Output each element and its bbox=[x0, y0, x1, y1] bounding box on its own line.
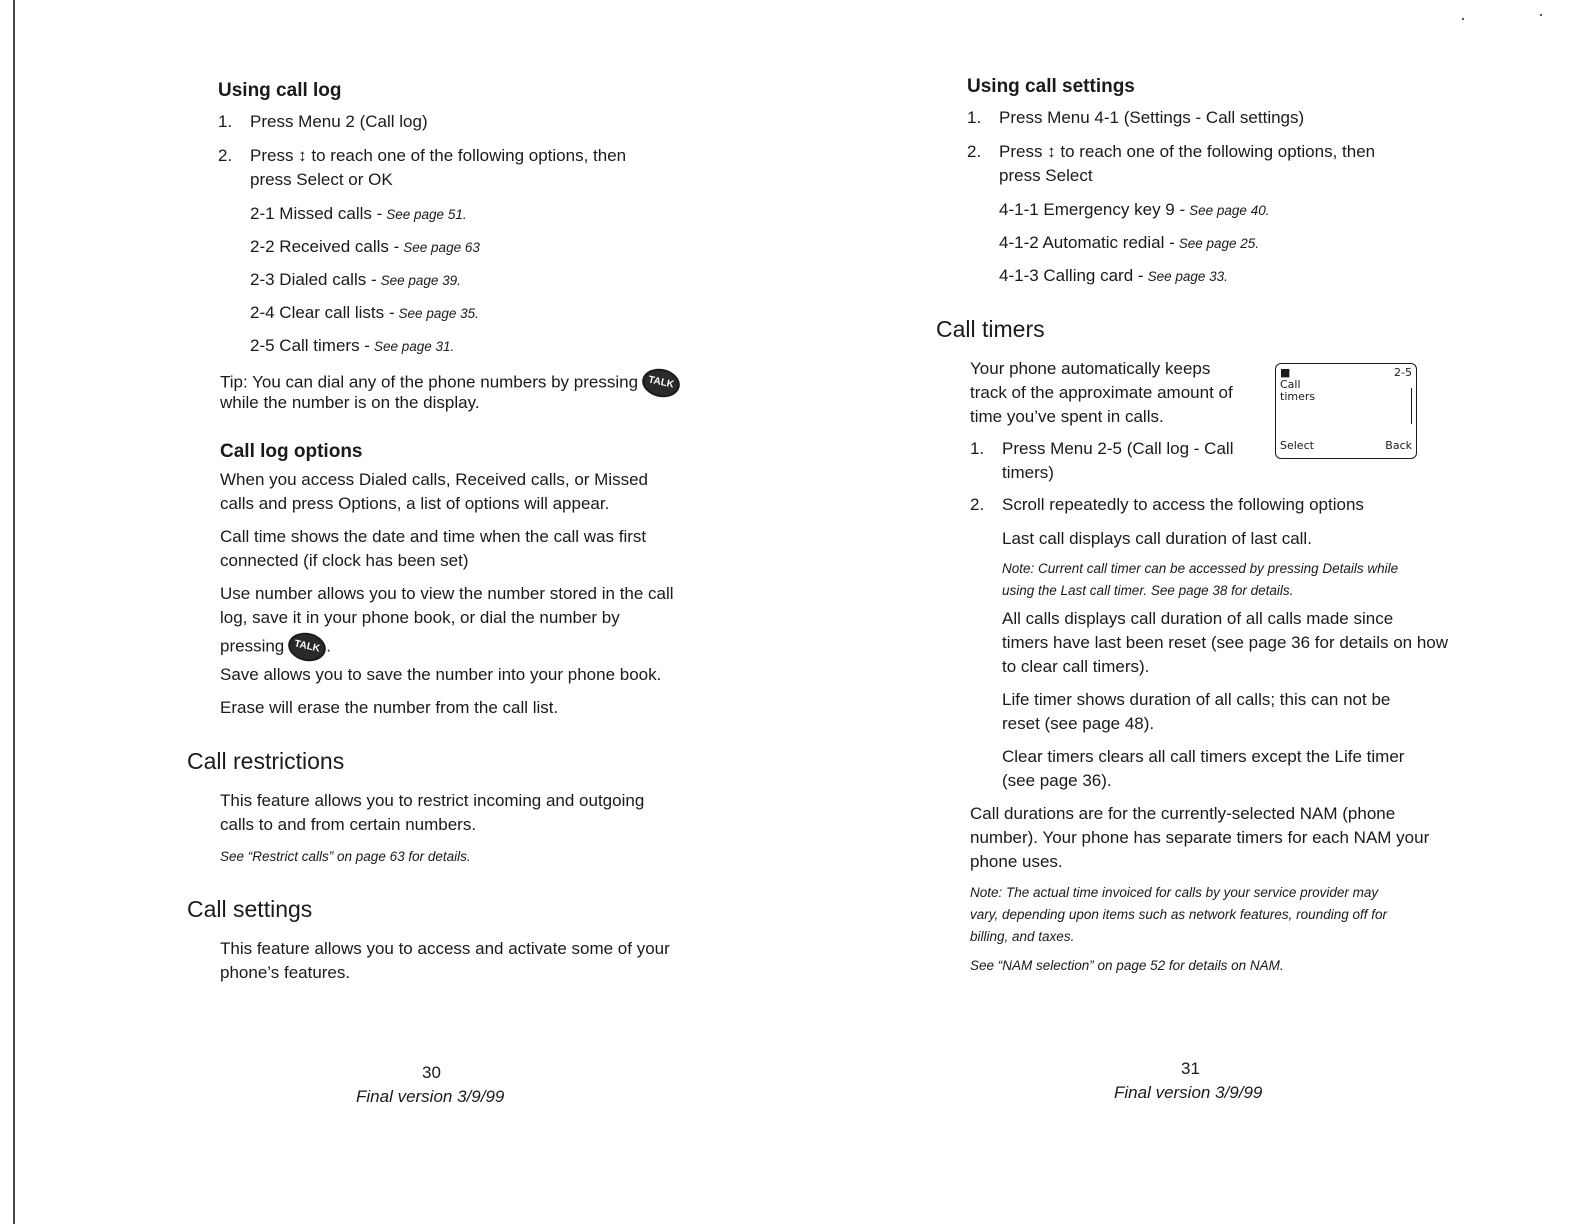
screen-title-2: timers bbox=[1280, 390, 1316, 403]
page-number: 30 bbox=[422, 1063, 441, 1082]
note: Note: The actual time invoiced for calls by your service provider may bbox=[970, 885, 1379, 900]
screen-menu-index: 2-5 bbox=[1394, 366, 1412, 379]
paragraph: Life timer shows duration of all calls; this can not be bbox=[1002, 690, 1391, 709]
option-item: 2-4 Clear call lists - See page 35. bbox=[250, 303, 479, 322]
step-2-cont: press Select or OK bbox=[250, 170, 393, 189]
section-title-call-timers: Call timers bbox=[936, 316, 1045, 342]
scan-dot bbox=[1540, 14, 1542, 16]
note: Note: Current call timer can be accessed by pressing Details while bbox=[1002, 561, 1399, 576]
step-1: 1. Press Menu 4-1 (Settings - Call settings) bbox=[967, 108, 1305, 127]
step-1-cont: timers) bbox=[1002, 463, 1054, 482]
paragraph: Last call displays call duration of last call. bbox=[1002, 529, 1312, 548]
step-2: 2. Press ↕ to reach one of the following options, then bbox=[218, 146, 627, 165]
section-title-call-settings: Call settings bbox=[187, 896, 313, 922]
footer: Final version 3/9/99 bbox=[1114, 1083, 1263, 1102]
paragraph: Call time shows the date and time when the call was first bbox=[220, 527, 647, 546]
paragraph: Call durations are for the currently-selected NAM (phone bbox=[970, 804, 1396, 823]
step-1: 1. Press Menu 2-5 (Call log - Call bbox=[970, 439, 1234, 458]
paragraph: Your phone automatically keeps bbox=[970, 359, 1211, 378]
option-item: 2-1 Missed calls - See page 51. bbox=[250, 204, 467, 223]
heading-using-call-log: Using call log bbox=[218, 80, 342, 101]
paragraph: reset (see page 48). bbox=[1002, 714, 1155, 733]
step-2: 2. Press ↕ to reach one of the following options, then bbox=[967, 142, 1376, 161]
note: See “NAM selection” on page 52 for details on NAM. bbox=[970, 958, 1284, 973]
option-item: 4-1-1 Emergency key 9 - See page 40. bbox=[999, 200, 1270, 219]
option-item: 4-1-3 Calling card - See page 33. bbox=[999, 266, 1228, 285]
screen-index-marker: ■ bbox=[1280, 366, 1291, 379]
paragraph: pressing TALK . bbox=[220, 633, 331, 661]
paragraph: All calls displays call duration of all calls made since bbox=[1002, 609, 1394, 628]
screen-softkey-select: Select bbox=[1280, 439, 1314, 452]
paragraph: log, save it in your phone book, or dial the number by bbox=[220, 608, 620, 627]
option-item: 2-5 Call timers - See page 31. bbox=[250, 336, 455, 355]
tip-line-2: while the number is on the display. bbox=[220, 393, 480, 412]
paragraph: Use number allows you to view the number stored in the call bbox=[220, 584, 674, 603]
step-2: 2. Scroll repeatedly to access the following options bbox=[970, 495, 1364, 514]
paragraph: time you’ve spent in calls. bbox=[970, 407, 1164, 426]
step-1: 1. Press Menu 2 (Call log) bbox=[218, 112, 428, 131]
paragraph: (see page 36). bbox=[1002, 771, 1112, 790]
page-number: 31 bbox=[1181, 1059, 1200, 1078]
screen-softkey-back: Back bbox=[1385, 439, 1412, 452]
talk-key-icon: TALK bbox=[286, 629, 329, 664]
step-2-cont: press Select bbox=[999, 166, 1093, 185]
paragraph: phone uses. bbox=[970, 852, 1063, 871]
heading-call-log-options: Call log options bbox=[220, 441, 363, 462]
paragraph: calls and press Options, a list of options will appear. bbox=[220, 494, 610, 513]
note: using the Last call timer. See page 38 for details. bbox=[1002, 583, 1294, 598]
scan-dot bbox=[1462, 18, 1464, 20]
paragraph: Erase will erase the number from the call list. bbox=[220, 698, 559, 717]
phone-screen-illustration bbox=[1275, 363, 1417, 459]
screen-scrollbar bbox=[1411, 388, 1413, 424]
footer: Final version 3/9/99 bbox=[356, 1087, 505, 1106]
paragraph: track of the approximate amount of bbox=[970, 383, 1233, 402]
option-item: 2-2 Received calls - See page 63 bbox=[250, 237, 480, 256]
note: billing, and taxes. bbox=[970, 929, 1075, 944]
section-title-call-restrictions: Call restrictions bbox=[187, 748, 345, 774]
paragraph: number). Your phone has separate timers for each NAM your bbox=[970, 828, 1430, 847]
paragraph: connected (if clock has been set) bbox=[220, 551, 469, 570]
option-item: 2-3 Dialed calls - See page 39. bbox=[250, 270, 461, 289]
paragraph: Save allows you to save the number into your phone book. bbox=[220, 665, 662, 684]
paragraph: calls to and from certain numbers. bbox=[220, 815, 477, 834]
paragraph: phone’s features. bbox=[220, 963, 351, 982]
tip-line: Tip: You can dial any of the phone numbers by pressing TALK bbox=[220, 369, 680, 397]
heading-using-call-settings: Using call settings bbox=[967, 76, 1135, 97]
scan-edge-line bbox=[13, 0, 15, 1224]
note: vary, depending upon items such as network features, rounding off for bbox=[970, 907, 1387, 922]
option-item: 4-1-2 Automatic redial - See page 25. bbox=[999, 233, 1260, 252]
paragraph: timers have last been reset (see page 36 for details on how bbox=[1002, 633, 1449, 652]
paragraph: to clear call timers). bbox=[1002, 657, 1150, 676]
screen-title: Call bbox=[1280, 378, 1301, 391]
paragraph: This feature allows you to restrict incoming and outgoing bbox=[220, 791, 645, 810]
paragraph: Clear timers clears all call timers except the Life timer bbox=[1002, 747, 1405, 766]
paragraph: This feature allows you to access and activate some of your bbox=[220, 939, 670, 958]
talk-key-icon: TALK bbox=[640, 365, 683, 400]
paragraph: When you access Dialed calls, Received calls, or Missed bbox=[220, 470, 649, 489]
note: See “Restrict calls” on page 63 for details. bbox=[220, 849, 471, 864]
